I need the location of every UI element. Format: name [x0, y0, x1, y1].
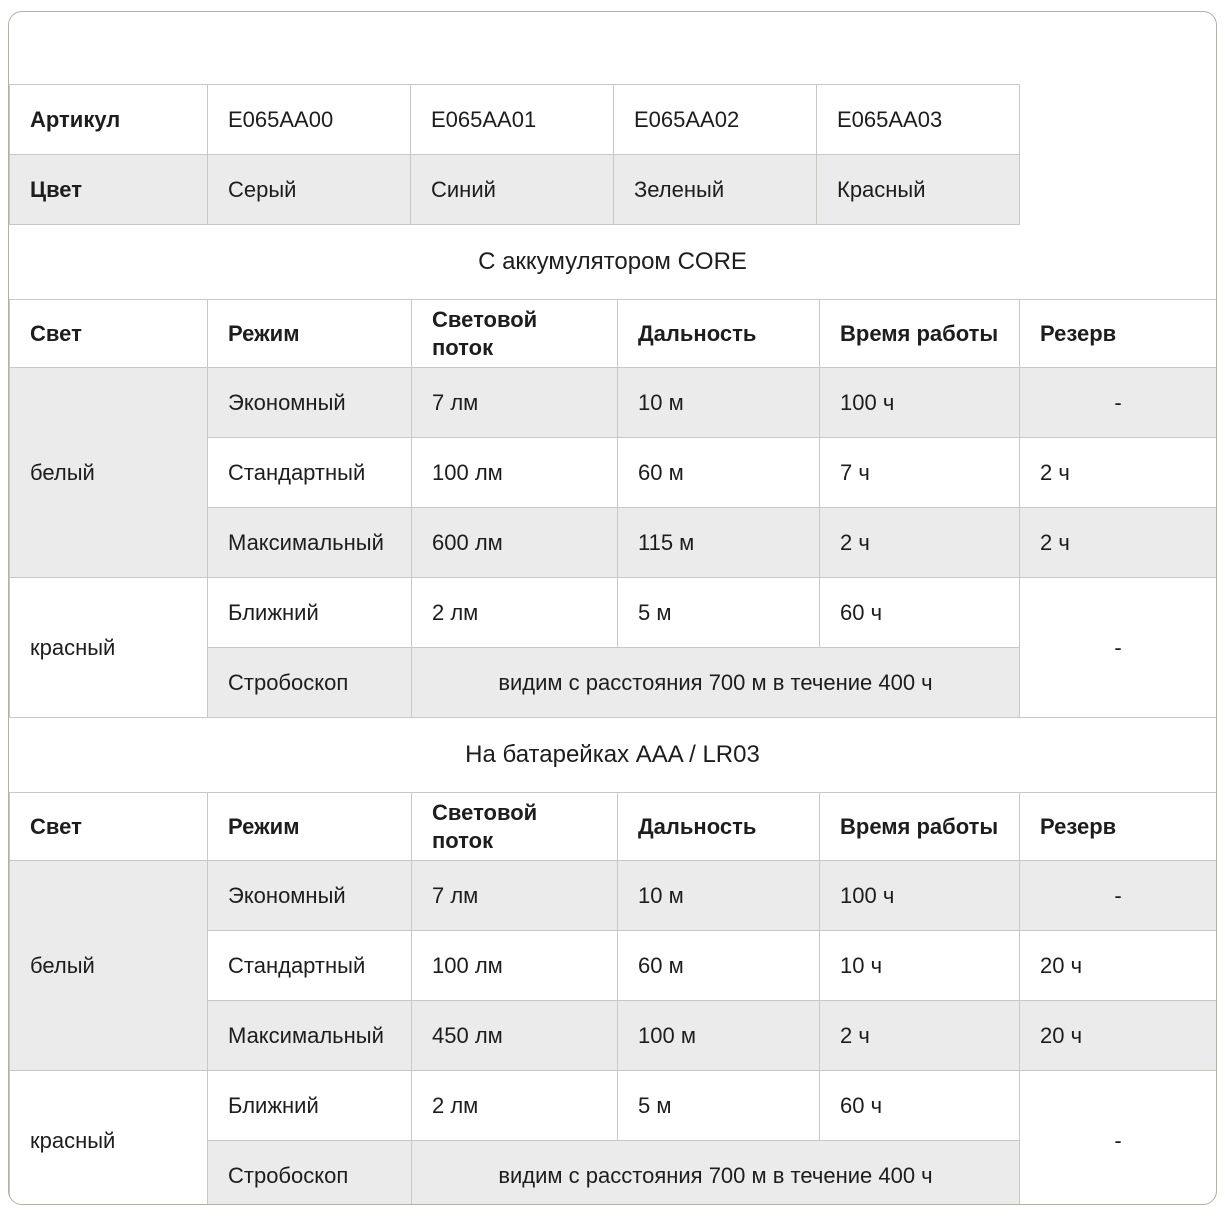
section-title-core: С аккумулятором CORE	[9, 225, 1216, 299]
cell-time: 60 ч	[820, 1071, 1020, 1141]
light-group-red: красный	[10, 578, 208, 718]
modes-table-batteries	[9, 792, 1217, 1205]
cell-flux: 600 лм	[412, 508, 618, 578]
cell-distance: 10 м	[618, 368, 820, 438]
col-header-flux: Световой поток	[412, 793, 618, 861]
cell-reserve: 2 ч	[1020, 508, 1217, 578]
light-group-white: белый	[10, 368, 208, 578]
mode-row	[10, 368, 1217, 438]
cell-distance: 60 м	[618, 438, 820, 508]
variant-color: Серый	[208, 155, 411, 225]
variant-sku: E065AA03	[817, 85, 1020, 155]
cell-reserve: 20 ч	[1020, 1001, 1217, 1071]
cell-reserve: 20 ч	[1020, 931, 1217, 1001]
cell-mode: Стандартный	[208, 438, 412, 508]
variants-row-color	[10, 155, 1020, 225]
cell-distance: 60 м	[618, 931, 820, 1001]
cell-mode: Экономный	[208, 861, 412, 931]
variant-sku: E065AA01	[411, 85, 614, 155]
col-header-mode: Режим	[208, 300, 412, 368]
cell-time: 100 ч	[820, 861, 1020, 931]
cell-distance: 100 м	[618, 1001, 820, 1071]
color-row-label: Цвет	[10, 155, 208, 225]
col-header-distance: Дальность	[618, 793, 820, 861]
col-header-light: Свет	[10, 300, 208, 368]
cell-reserve: -	[1020, 368, 1217, 438]
col-header-reserve: Резерв	[1020, 300, 1217, 368]
cell-flux: 100 лм	[412, 438, 618, 508]
cell-mode: Ближний	[208, 578, 412, 648]
cell-reserve-merged: -	[1020, 578, 1217, 718]
cell-mode: Стробоскоп	[208, 648, 412, 718]
cell-distance: 10 м	[618, 861, 820, 931]
cell-mode: Экономный	[208, 368, 412, 438]
strobe-note: видим с расстояния 700 м в течение 400 ч	[412, 648, 1020, 718]
cell-time: 7 ч	[820, 438, 1020, 508]
modes-header-row	[10, 793, 1217, 861]
variant-color: Зеленый	[614, 155, 817, 225]
modes-header-row	[10, 300, 1217, 368]
mode-row	[10, 1071, 1217, 1141]
article-row-label: Артикул	[10, 85, 208, 155]
cell-flux: 7 лм	[412, 368, 618, 438]
cell-distance: 5 м	[618, 578, 820, 648]
variant-sku: E065AA00	[208, 85, 411, 155]
col-header-time: Время работы	[820, 300, 1020, 368]
cell-mode: Максимальный	[208, 1001, 412, 1071]
cell-flux: 450 лм	[412, 1001, 618, 1071]
cell-flux: 7 лм	[412, 861, 618, 931]
col-header-mode: Режим	[208, 793, 412, 861]
variant-sku: E065AA02	[614, 85, 817, 155]
variants-row-article	[10, 85, 1020, 155]
cell-mode: Стробоскоп	[208, 1141, 412, 1206]
cell-reserve: 2 ч	[1020, 438, 1217, 508]
col-header-flux: Световой поток	[412, 300, 618, 368]
cell-mode: Максимальный	[208, 508, 412, 578]
mode-row	[10, 578, 1217, 648]
cell-time: 60 ч	[820, 578, 1020, 648]
cell-reserve-merged: -	[1020, 1071, 1217, 1206]
light-group-red: красный	[10, 1071, 208, 1206]
variant-color: Синий	[411, 155, 614, 225]
variant-color: Красный	[817, 155, 1020, 225]
strobe-note: видим с расстояния 700 м в течение 400 ч	[412, 1141, 1020, 1206]
col-header-light: Свет	[10, 793, 208, 861]
cell-time: 2 ч	[820, 508, 1020, 578]
cell-flux: 2 лм	[412, 578, 618, 648]
cell-time: 2 ч	[820, 1001, 1020, 1071]
mode-row	[10, 861, 1217, 931]
top-spacer	[9, 12, 1216, 84]
cell-mode: Стандартный	[208, 931, 412, 1001]
col-header-time: Время работы	[820, 793, 1020, 861]
col-header-distance: Дальность	[618, 300, 820, 368]
cell-flux: 2 лм	[412, 1071, 618, 1141]
variants-table	[9, 84, 1020, 225]
spec-card	[8, 11, 1217, 1205]
modes-table-core	[9, 299, 1217, 718]
cell-reserve: -	[1020, 861, 1217, 931]
cell-flux: 100 лм	[412, 931, 618, 1001]
section-title-batteries: На батарейках AAA / LR03	[9, 718, 1216, 792]
cell-mode: Ближний	[208, 1071, 412, 1141]
light-group-white: белый	[10, 861, 208, 1071]
cell-distance: 5 м	[618, 1071, 820, 1141]
cell-distance: 115 м	[618, 508, 820, 578]
cell-time: 100 ч	[820, 368, 1020, 438]
cell-time: 10 ч	[820, 931, 1020, 1001]
col-header-reserve: Резерв	[1020, 793, 1217, 861]
